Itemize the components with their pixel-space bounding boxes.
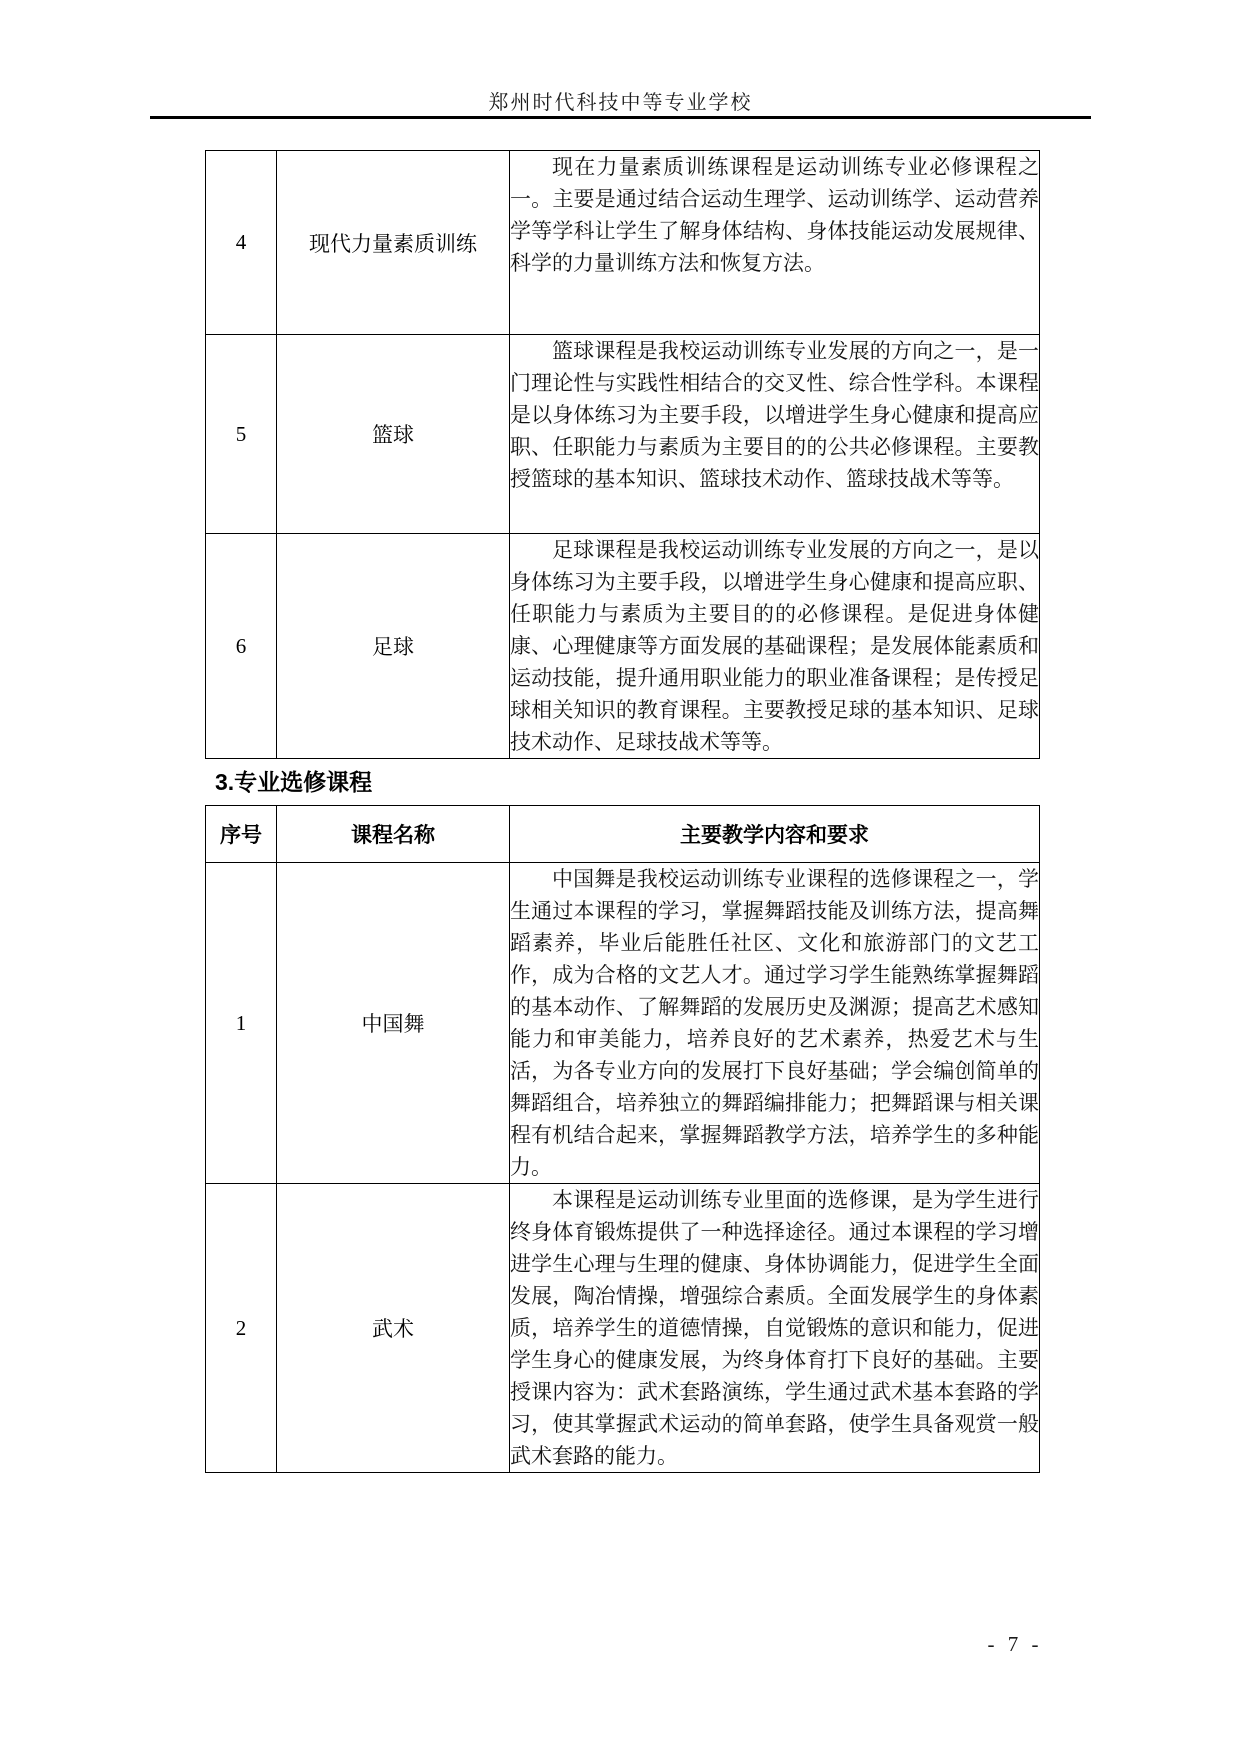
header-title: 郑州时代科技中等专业学校 [488, 92, 753, 114]
table-row-elective-1 [206, 863, 1040, 1184]
course-number: 1 [206, 863, 277, 1184]
course-name: 中国舞 [277, 863, 510, 1184]
course-description: 足球课程是我校运动训练专业发展的方向之一，是以身体练习为主要手段，以增进学生身心健康和提高应职、任职能力与素质为主要目的的必修课程。是促进身体健康、心理健康等方面发展的基础课程；是发展体能素质和运动技能，提升通用职业能力的职业准备课程；是传授足球相关知识的教育课程。主要教授足球的基本知识、足球技术动作、足球技战术等等。 [510, 538, 1039, 754]
header-course-name: 课程名称 [277, 806, 510, 863]
elective-courses-table [205, 805, 1040, 1473]
table-row-course-5 [206, 335, 1040, 534]
course-description: 现在力量素质训练课程是运动训练专业必修课程之一。主要是通过结合运动生理学、运动训练学、运动营养学等学科让学生了解身体结构、身体技能运动发展规律、科学的力量训练方法和恢复方法。 [510, 155, 1039, 275]
table-row-course-4 [206, 151, 1040, 335]
page-number: - 7 - [987, 1632, 1043, 1656]
course-number: 6 [206, 534, 277, 759]
required-courses-table [205, 150, 1040, 759]
table-row-elective-2 [206, 1184, 1040, 1473]
course-number: 4 [206, 151, 277, 335]
table-header-row [206, 806, 1040, 863]
course-description: 篮球课程是我校运动训练专业发展的方向之一，是一门理论性与实践性相结合的交叉性、综合性学科。本课程是以身体练习为主要手段，以增进学生身心健康和提高应职、任职能力与素质为主要目的的公共必修课程。主要教授篮球的基本知识、篮球技术动作、篮球技战术等等。 [510, 339, 1039, 491]
course-description: 本课程是运动训练专业里面的选修课，是为学生进行终身体育锻炼提供了一种选择途径。通过本课程的学习增进学生心理与生理的健康、身体协调能力，促进学生全面发展，陶冶情操，增强综合素质。全面发展学生的身体素质，培养学生的道德情操，自觉锻炼的意识和能力，促进学生身心的健康发展，为终身体育打下良好的基础。主要授课内容为：武术套路演练，学生通过武术基本套路的学习，使其掌握武术运动的简单套路，使学生具备观赏一般武术套路的能力。 [510, 1188, 1039, 1468]
header-serial-number: 序号 [206, 806, 277, 863]
course-name: 武术 [277, 1184, 510, 1473]
table-row-course-6 [206, 534, 1040, 759]
course-description: 中国舞是我校运动训练专业课程的选修课程之一，学生通过本课程的学习，掌握舞蹈技能及训练方法，提高舞蹈素养，毕业后能胜任社区、文化和旅游部门的文艺工作，成为合格的文艺人才。通过学习学生能熟练掌握舞蹈的基本动作、了解舞蹈的发展历史及渊源；提高艺术感知能力和审美能力，培养良好的艺术素养，热爱艺术与生活，为各专业方向的发展打下良好基础；学会编创简单的舞蹈组合，培养独立的舞蹈编排能力；把舞蹈课与相关课程有机结合起来，掌握舞蹈教学方法，培养学生的多种能力。 [510, 867, 1039, 1179]
section-heading-elective-courses: 3.专业选修课程 [215, 769, 373, 795]
course-number: 5 [206, 335, 277, 534]
header-divider [150, 116, 1091, 119]
course-name: 篮球 [277, 335, 510, 534]
course-number: 2 [206, 1184, 277, 1473]
course-name: 现代力量素质训练 [277, 151, 510, 335]
course-name: 足球 [277, 534, 510, 759]
header-teaching-content: 主要教学内容和要求 [510, 806, 1040, 863]
